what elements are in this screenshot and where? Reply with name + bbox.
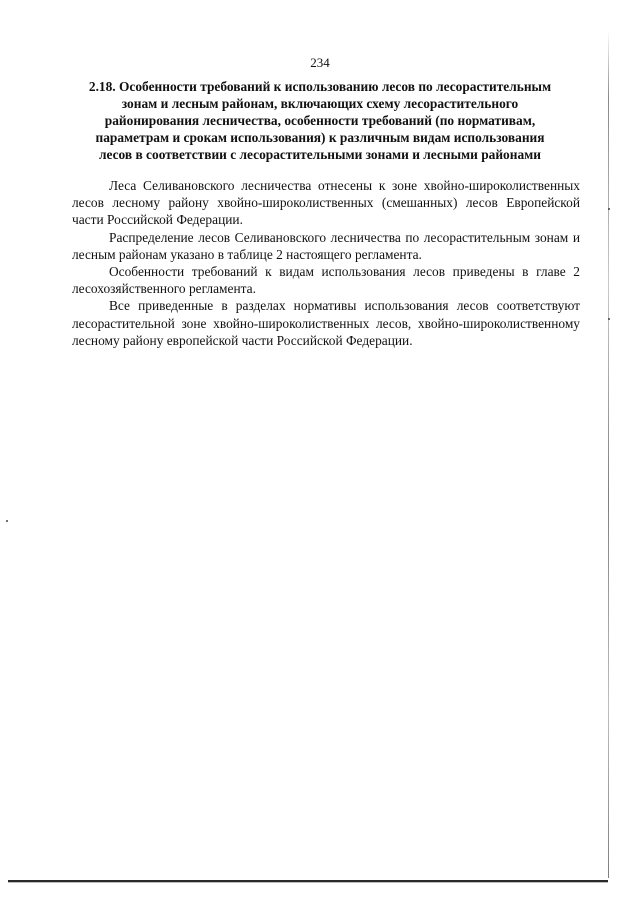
page-number: 234	[310, 55, 330, 70]
section-heading-line: 2.18. Особенности требований к использованию лесов по лесорастительным	[88, 79, 552, 94]
section-body	[72, 177, 580, 349]
section-heading-line: районирования лесничества, особенности требований (по нормативам,	[104, 113, 536, 128]
section-heading	[62, 78, 578, 163]
scan-speck	[6, 520, 8, 522]
scan-edge-right	[608, 30, 609, 878]
paragraph-forest-zone: Леса Селивановского лесничества отнесены к зоне хвойно-широколиственных лесов лесному району хвойно-широколиственных (смешанных) лесов Европейской части Российской Федерации.	[72, 178, 580, 228]
scan-speck	[608, 318, 610, 320]
section-heading-line: лесов в соответствии с лесорастительными зонами и лесными районами	[98, 147, 542, 162]
section-heading-line: параметрам и срокам использования) к различным видам использования	[95, 130, 545, 145]
section-heading-line: зонам и лесным районам, включающих схему лесорастительного	[121, 96, 519, 111]
paragraph-forest-distribution: Распределение лесов Селивановского лесничества по лесорастительным зонам и лесным районам указано в таблице 2 настоящего регламента.	[72, 229, 580, 262]
paragraph-usage-norms: Все приведенные в разделах нормативы использования лесов соответствуют лесорастительной зоне хвойно-широколиственных лесов, хвойно-широколиственному лесному району европейской части Российской Федерации.	[72, 298, 580, 348]
scan-speck	[608, 208, 610, 210]
scan-edge-bottom-shadow	[8, 882, 608, 883]
paragraph-usage-requirements: Особенности требований к видам использования лесов приведены в главе 2 лесохозяйственного регламента.	[72, 264, 580, 297]
